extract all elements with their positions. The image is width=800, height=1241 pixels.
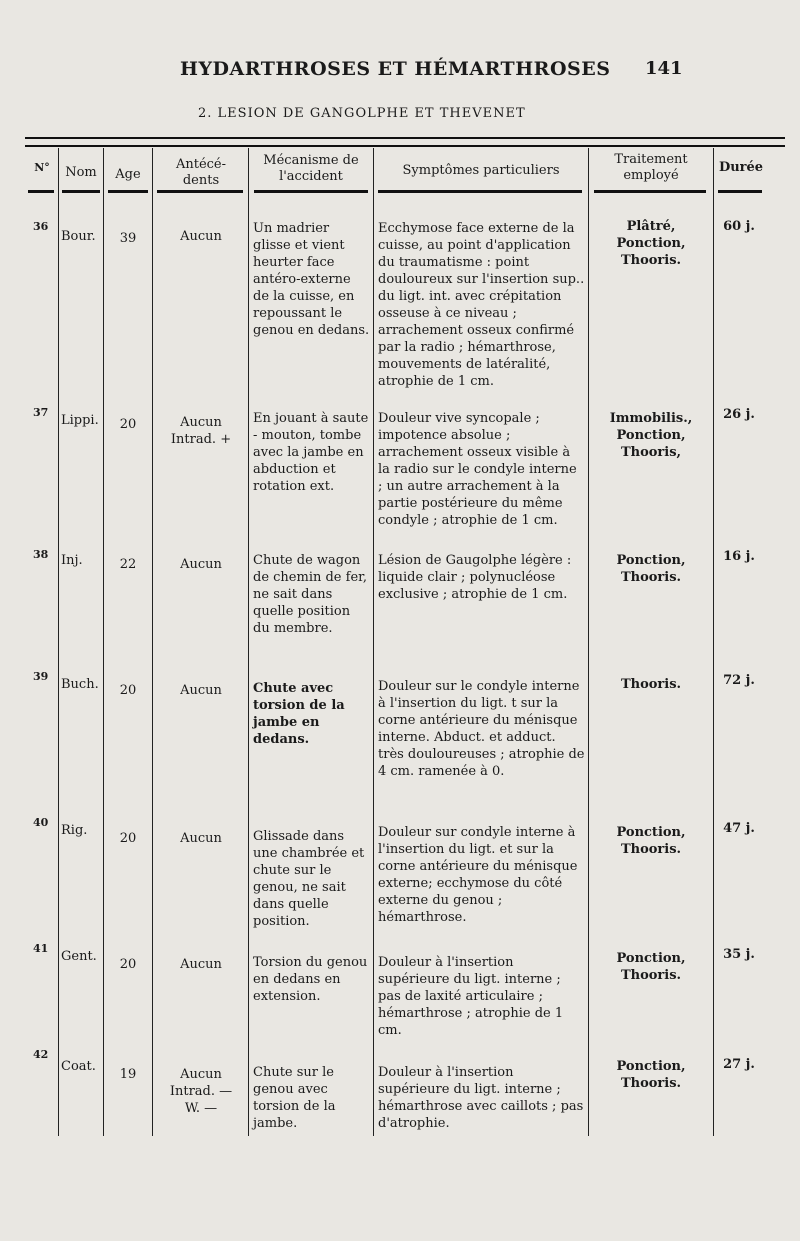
header-underline bbox=[254, 190, 368, 193]
column-divider bbox=[103, 148, 104, 1136]
patient-age: 20 bbox=[119, 831, 137, 846]
header-underline bbox=[718, 190, 762, 193]
row-number: 38 bbox=[33, 548, 49, 561]
mecanisme: Glissade dans une chambrée et chute sur le genou, ne sait dans quelle position. bbox=[253, 829, 365, 929]
duree: 47 j. bbox=[723, 821, 755, 836]
header-age: Age bbox=[115, 167, 141, 182]
header-num: N° bbox=[34, 161, 50, 174]
duree: 16 j. bbox=[723, 549, 755, 564]
page-number: 141 bbox=[645, 58, 683, 79]
symptomes: Douleur vive syncopale ; impotence absolue ; arrachement osseux visible à la radio sur le condyle interne ; un autre arrachement à la partie postérieure du même condyle ; atrophie de 1 cm. bbox=[378, 411, 577, 528]
mecanisme: Torsion du genou en dedans en extension. bbox=[253, 955, 368, 1004]
antecedents: Aucun Intrad. — W. — bbox=[169, 1067, 233, 1116]
header-duree: Durée bbox=[718, 160, 764, 175]
duree: 26 j. bbox=[723, 407, 755, 422]
traitement: Ponction, Thooris. bbox=[616, 1059, 686, 1091]
header-nom: Nom bbox=[65, 165, 97, 180]
symptomes: Douleur sur le condyle interne à l'insertion du ligt. t sur la corne antérieure du ménisque interne. Abduct. et adduct. très douloureuses ; atrophie de 4 cm. ramenée à 0. bbox=[378, 679, 585, 779]
symptomes: Douleur sur condyle interne à l'insertion du ligt. et sur la corne antérieure du ménisque externe; ecchymose du côté externe du genou ; hémarthrose. bbox=[378, 825, 578, 925]
header-traitement: Traitement employé bbox=[614, 152, 688, 183]
duree: 72 j. bbox=[723, 673, 755, 688]
traitement: Plâtré, Ponction, Thooris. bbox=[616, 219, 686, 268]
table-top-rule bbox=[25, 137, 785, 147]
header-underline bbox=[28, 190, 54, 193]
antecedents: Aucun bbox=[180, 557, 222, 572]
header-antecedents: Antécé- dents bbox=[175, 157, 227, 188]
column-divider bbox=[58, 148, 59, 1136]
column-divider bbox=[713, 148, 714, 1136]
row-number: 41 bbox=[33, 942, 49, 955]
symptomes: Ecchymose face externe de la cuisse, au point d'application du traumatisme : point douloureux sur l'insertion sup.. du ligt. int. avec crépitation osseuse à ce niveau ; arrachement osseux confirmé par la radio ; hémarthrose, mouvements de latéralité, atrophie de 1 cm. bbox=[378, 221, 585, 389]
symptomes: Douleur à l'insertion supérieure du ligt. interne ; hémarthrose avec caillots ; pas d'atrophie. bbox=[378, 1065, 584, 1131]
patient-age: 22 bbox=[119, 557, 137, 572]
row-number: 42 bbox=[33, 1048, 49, 1061]
row-number: 39 bbox=[33, 670, 49, 683]
column-divider bbox=[152, 148, 153, 1136]
antecedents: Aucun Intrad. + bbox=[170, 415, 232, 447]
row-number: 37 bbox=[33, 406, 49, 419]
traitement: Immobilis., Ponction, Thooris, bbox=[609, 411, 693, 460]
antecedents: Aucun bbox=[180, 229, 222, 244]
patient-name: Coat. bbox=[61, 1059, 96, 1074]
header-symptomes: Symptômes particuliers bbox=[402, 163, 560, 178]
symptomes: Lésion de Gaugolphe légère : liquide clair ; polynucléose exclusive ; atrophie de 1 cm. bbox=[378, 553, 572, 602]
traitement: Ponction, Thooris. bbox=[616, 553, 686, 585]
patient-age: 20 bbox=[119, 683, 137, 698]
header-underline bbox=[62, 190, 100, 193]
mecanisme: Un madrier glisse et vient heurter face antéro-externe de la cuisse, en repoussant le genou en dedans. bbox=[253, 221, 370, 338]
mecanisme: En jouant à saute - mouton, tombe avec la jambe en abduction et rotation ext. bbox=[253, 411, 369, 494]
patient-age: 20 bbox=[119, 957, 137, 972]
patient-name: Rig. bbox=[61, 823, 88, 838]
traitement: Ponction, Thooris. bbox=[616, 951, 686, 983]
column-divider bbox=[588, 148, 589, 1136]
patient-name: Lippi. bbox=[61, 413, 99, 428]
patient-age: 19 bbox=[119, 1067, 137, 1082]
symptomes: Douleur à l'insertion supérieure du ligt. interne ; pas de laxité articulaire ; hémarthrose ; atrophie de 1 cm. bbox=[378, 955, 564, 1038]
running-title: HYDARTHROSES ET HÉMARTHROSES bbox=[180, 58, 611, 80]
column-divider bbox=[248, 148, 249, 1136]
header-underline bbox=[157, 190, 243, 193]
patient-name: Inj. bbox=[61, 553, 83, 568]
patient-age: 39 bbox=[119, 231, 137, 246]
section-subtitle: 2. LESION DE GANGOLPHE ET THEVENET bbox=[198, 106, 526, 121]
duree: 27 j. bbox=[723, 1057, 755, 1072]
row-number: 40 bbox=[33, 816, 49, 829]
mecanisme: Chute avec torsion de la jambe en dedans. bbox=[253, 681, 345, 747]
antecedents: Aucun bbox=[180, 957, 222, 972]
duree: 60 j. bbox=[723, 219, 755, 234]
patient-name: Buch. bbox=[61, 677, 99, 692]
patient-name: Gent. bbox=[61, 949, 97, 964]
row-number: 36 bbox=[33, 220, 49, 233]
antecedents: Aucun bbox=[180, 831, 222, 846]
duree: 35 j. bbox=[723, 947, 755, 962]
mecanisme: Chute sur le genou avec torsion de la jambe. bbox=[253, 1065, 336, 1131]
column-divider bbox=[373, 148, 374, 1136]
patient-age: 20 bbox=[119, 417, 137, 432]
patient-name: Bour. bbox=[61, 229, 96, 244]
antecedents: Aucun bbox=[180, 683, 222, 698]
header-underline bbox=[594, 190, 706, 193]
header-mecanisme: Mécanisme de l'accident bbox=[263, 153, 359, 184]
traitement: Thooris. bbox=[620, 677, 682, 692]
header-underline bbox=[378, 190, 582, 193]
header-underline bbox=[108, 190, 148, 193]
mecanisme: Chute de wagon de chemin de fer, ne sait dans quelle position du membre. bbox=[253, 553, 368, 636]
traitement: Ponction, Thooris. bbox=[616, 825, 686, 857]
